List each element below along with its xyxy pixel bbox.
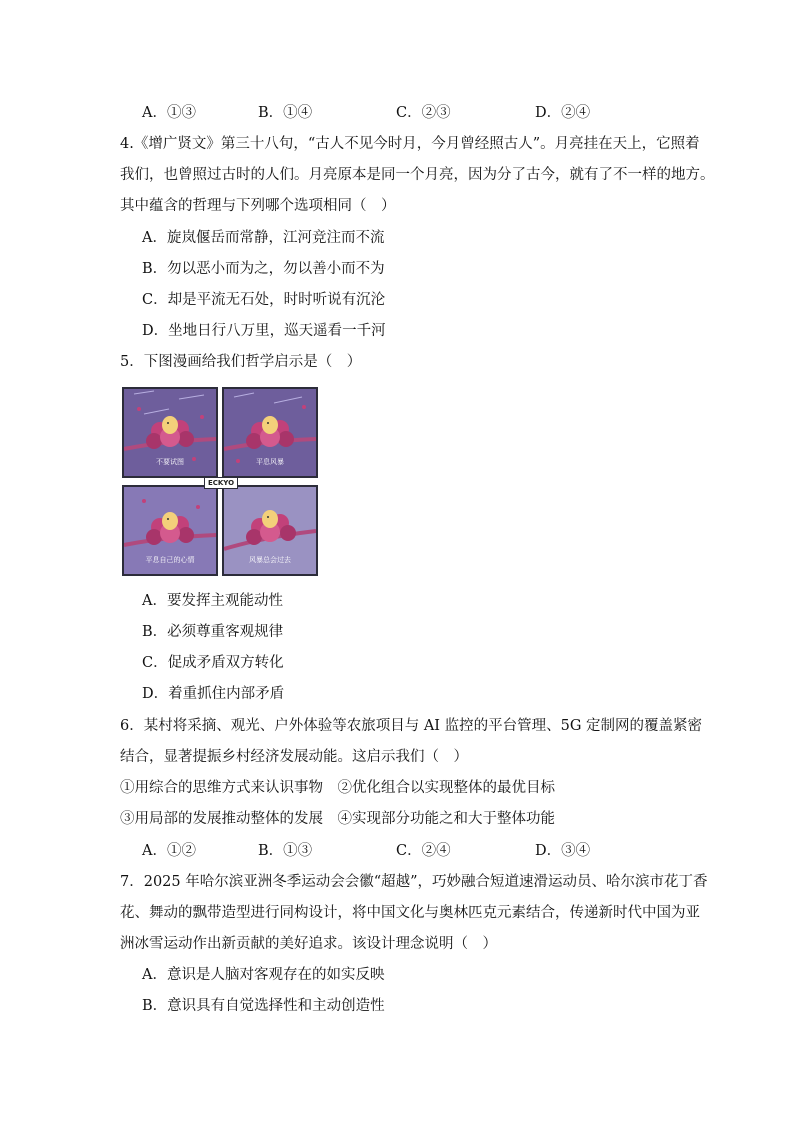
q4-option-b: B．勿以恶小而为之，勿以善小而不为	[142, 261, 385, 277]
comic-caption-3: 平息自己的心情	[145, 556, 195, 564]
q5-option-a: A．要发挥主观能动性	[142, 593, 283, 609]
q4-option-a: A．旋岚偃岳而常静，江河竞注而不流	[142, 230, 385, 246]
q6-option-c: C．②④	[396, 843, 451, 859]
q5-option-c: C．促成矛盾双方转化	[142, 655, 284, 671]
q5-option-b: B．必须尊重客观规律	[142, 624, 284, 640]
q6-option-a: A．①②	[142, 843, 196, 859]
comic-caption-4: 风暴总会过去	[249, 556, 291, 564]
q6-statements-line-2: ③用局部的发展推动整体的发展 ④实现部分功能之和大于整体功能	[120, 811, 555, 827]
comic-panel-3	[122, 485, 218, 576]
q4-stem-line-1: 4.《增广贤文》第三十八句，“古人不见今时月，今月曾经照古人”。月亮挂在天上，它照着	[120, 136, 700, 152]
q6-stem-line-1: 6．某村将采摘、观光、户外体验等农旅项目与 AI 监控的平台管理、5G 定制网的覆盖紧密	[120, 718, 703, 734]
comic-watermark: ECKYO	[204, 477, 238, 489]
philosophy-comic	[120, 385, 320, 579]
q6-option-b: B．①③	[258, 843, 313, 859]
q6-stem-line-2: 结合，显著提振乡村经济发展动能。这启示我们（ ）	[120, 749, 468, 765]
comic-panel-1	[122, 387, 218, 478]
q6-option-d: D．③④	[535, 843, 591, 859]
q3-option-c: C．②③	[396, 105, 451, 121]
comic-panel-2	[222, 387, 318, 478]
q6-statements-line-1: ①用综合的思维方式来认识事物 ②优化组合以实现整体的最优目标	[120, 780, 555, 796]
comic-caption-2: 平息风暴	[256, 458, 284, 466]
q7-option-b: B．意识具有自觉选择性和主动创造性	[142, 998, 385, 1014]
q7-option-a: A．意识是人脑对客观存在的如实反映	[142, 967, 385, 983]
q4-option-d: D．坐地日行八万里，巡天遥看一千河	[142, 323, 386, 339]
q7-stem-line-2: 花、舞动的飘带造型进行同构设计，将中国文化与奥林匹克元素结合，传递新时代中国为亚	[120, 905, 700, 921]
q7-stem-line-1: 7．2025 年哈尔滨亚洲冬季运动会会徽“超越”，巧妙融合短道速滑运动员、哈尔滨市花丁香	[120, 874, 708, 890]
q7-stem-line-3: 洲冰雪运动作出新贡献的美好追求。该设计理念说明（ ）	[120, 936, 497, 952]
q3-option-d: D．②④	[535, 105, 591, 121]
q4-stem-line-2: 我们，也曾照过古时的人们。月亮原本是同一个月亮，因为分了古今，就有了不一样的地方。	[120, 167, 715, 183]
q3-option-a: A．①③	[142, 105, 196, 121]
q3-option-b: B．①④	[258, 105, 313, 121]
q4-option-c: C．却是平流无石处，时时听说有沉沦	[142, 292, 386, 308]
q5-option-d: D．着重抓住内部矛盾	[142, 686, 285, 702]
q5-stem: 5．下图漫画给我们哲学启示是（ ）	[120, 354, 362, 370]
comic-panel-4	[222, 485, 318, 576]
q4-stem-line-3: 其中蕴含的哲理与下列哪个选项相同（ ）	[120, 198, 396, 214]
comic-caption-1: 不要试图	[156, 458, 184, 466]
